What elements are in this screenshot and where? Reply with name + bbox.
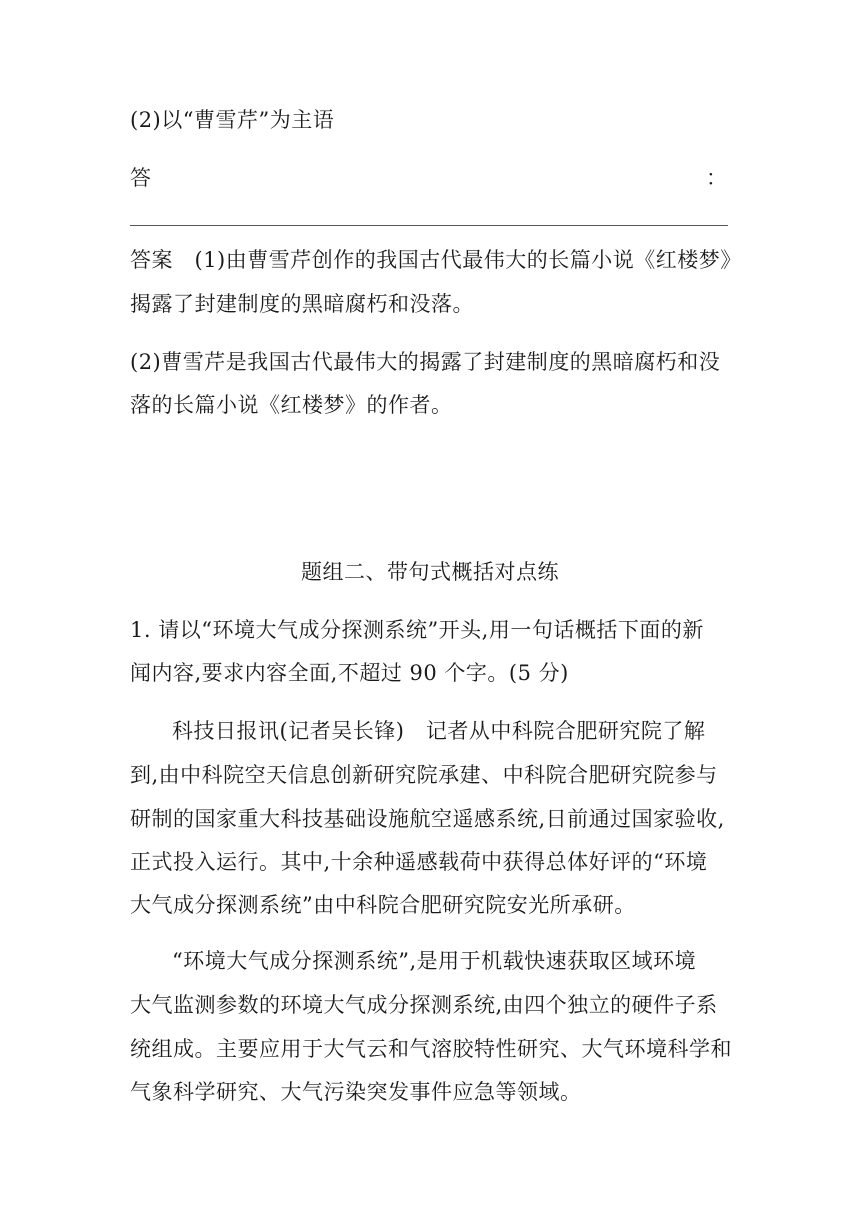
passage-1-line-2: 到,由中科院空天信息创新研究院承建、中科院合肥研究院参与 xyxy=(130,763,718,787)
passage-2-line-4: 气象科学研究、大气污染突发事件应急等领域。 xyxy=(130,1080,582,1104)
passage-1-line-1: 科技日报讯(记者吴长锋) 记者从中科院合肥研究院了解 xyxy=(172,719,706,743)
passage-1-line-5: 大气成分探测系统”由中科院合肥研究院安光所承研。 xyxy=(130,893,636,917)
passage-2-line-2: 大气监测参数的环境大气成分探测系统,由四个独立的硬件子系 xyxy=(130,993,718,1017)
answer-line-4: 落的长篇小说《红楼梦》的作者。 xyxy=(130,393,453,417)
question-1-line-1: 1. 请以“环境大气成分探测系统”开头,用一句话概括下面的新 xyxy=(130,618,704,642)
passage-2-line-3: 统组成。主要应用于大气云和气溶胶特性研究、大气环境科学和 xyxy=(130,1037,732,1061)
passage-1-line-3: 研制的国家重大科技基础设施航空遥感系统,日前通过国家验收, xyxy=(130,807,725,831)
answer-line-1: 答案 (1)由曹雪芹创作的我国古代最伟大的长篇小说《红楼梦》 xyxy=(130,248,742,272)
answer-line-3: (2)曹雪芹是我国古代最伟大的揭露了封建制度的黑暗腐朽和没 xyxy=(130,350,721,374)
sub-question-2: (2)以“曹雪芹”为主语 xyxy=(130,108,335,132)
passage-1-line-4: 正式投入运行。其中,十余种遥感载荷中获得总体好评的“环境 xyxy=(130,850,708,874)
section-title: 题组二、带句式概括对点练 xyxy=(301,560,559,584)
answer-colon: ： xyxy=(706,166,727,190)
question-1-line-2: 闻内容,要求内容全面,不超过 90 个字。(5 分) xyxy=(130,661,569,685)
answer-prompt: 答 xyxy=(130,166,152,190)
answer-line-2: 揭露了封建制度的黑暗腐朽和没落。 xyxy=(130,292,474,316)
passage-2-line-1: “环境大气成分探测系统”,是用于机载快速获取区域环境 xyxy=(172,949,697,973)
answer-line xyxy=(130,225,728,226)
